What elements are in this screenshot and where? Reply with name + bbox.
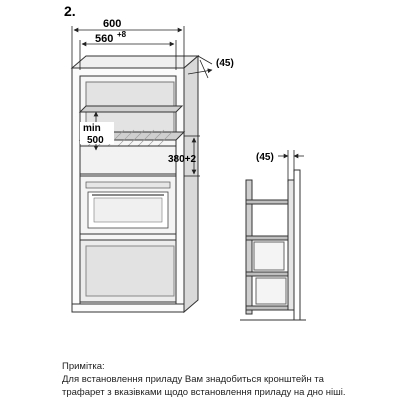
- rear-gap-label: (45): [216, 58, 234, 69]
- opening-height-label: 380+2: [168, 154, 197, 165]
- note-line-1: Для встановлення приладу Вам знадобиться кронштейн та: [62, 374, 324, 385]
- width-total-label: 600: [103, 18, 122, 30]
- step-number: 2.: [64, 3, 76, 19]
- note-line-2: трафарет з вказівками щодо встановлення приладу на дно ніші.: [62, 387, 346, 398]
- width-inner-label: 560: [95, 33, 114, 45]
- installation-note: [62, 360, 392, 399]
- min-value-label: 500: [87, 135, 104, 146]
- min-label: min: [83, 123, 101, 134]
- cabinet-drawing: [72, 56, 198, 312]
- side-section-drawing: [240, 170, 306, 320]
- side-rear-gap-label: (45): [256, 152, 274, 163]
- width-inner-tolerance: +8: [117, 30, 127, 39]
- note-title: Примітка:: [62, 361, 105, 372]
